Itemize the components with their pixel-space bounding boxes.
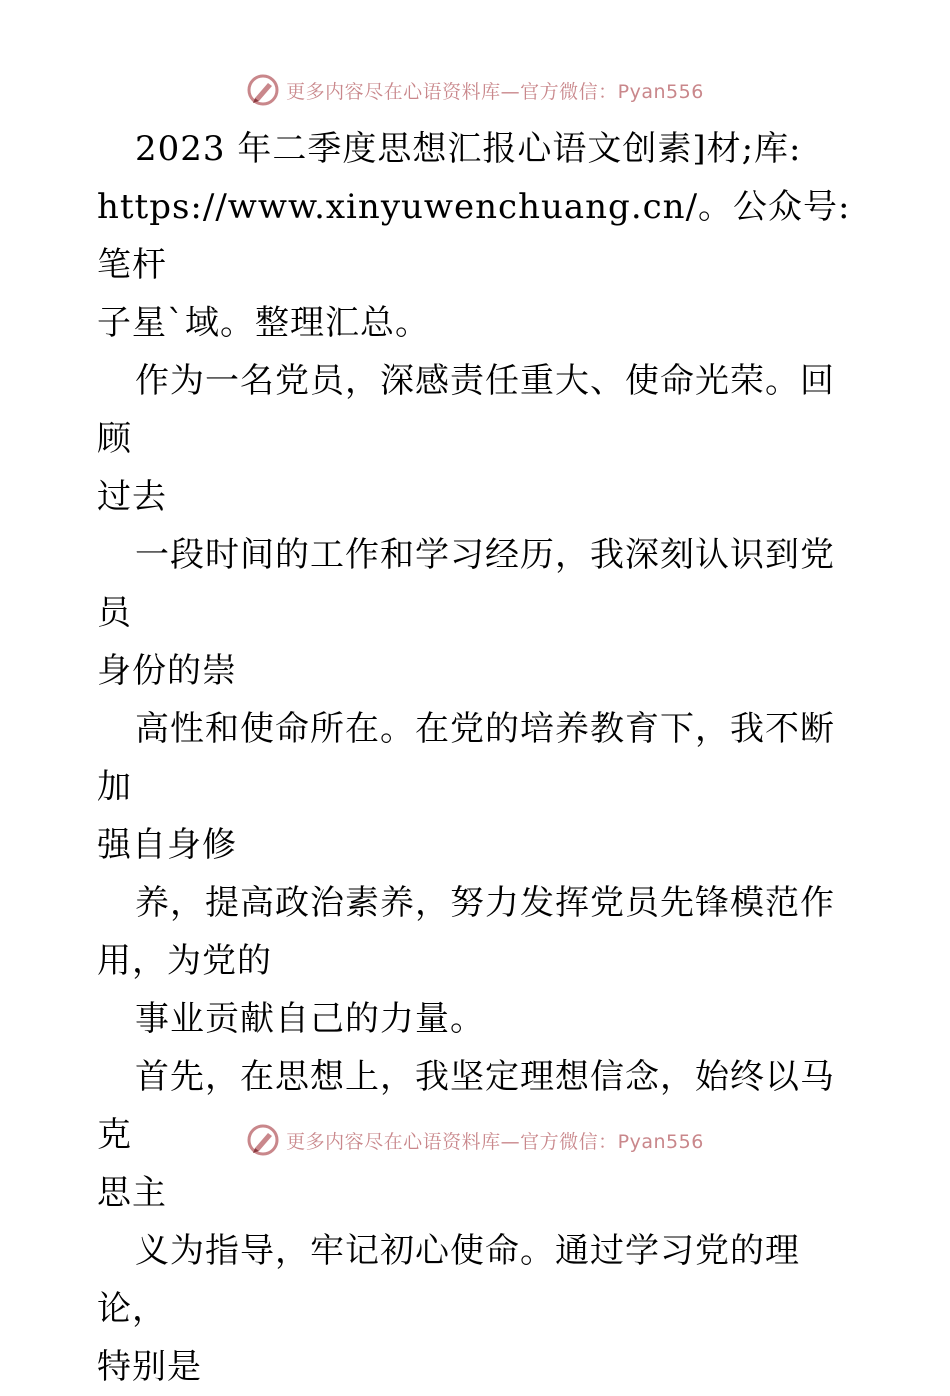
paragraph-2: 作为一名党员，深感责任重大、使命光荣。回顾 过去 xyxy=(97,361,835,517)
paragraph-1: 2023 年二季度思想汇报心语文创素]材;库: https://www.xinyuwenchuang.cn/。公众号: 笔杆 子星`域。整理汇总。 xyxy=(97,129,851,343)
pen-logo-icon xyxy=(246,1123,280,1157)
header-watermark-banner xyxy=(0,70,950,110)
paragraph-5: 养，提高政治素养，努力发挥党员先锋模范作 用，为党的 xyxy=(97,883,835,981)
footer-watermark-banner xyxy=(0,1120,950,1160)
footer-watermark-text: 更多内容尽在心语资料库—官方微信：Pyan556 xyxy=(286,1130,704,1153)
pen-logo-icon xyxy=(246,73,280,107)
paragraph-3: 一段时间的工作和学习经历，我深刻认识到党员 身份的崇 xyxy=(97,535,835,691)
document-body xyxy=(97,120,867,1396)
paragraph-7: 首先，在思想上，我坚定理想信念，始终以马克 思主 xyxy=(97,1057,835,1213)
paragraph-4: 高性和使命所在。在党的培养教育下，我不断加 强自身修 xyxy=(97,709,835,865)
paragraph-8: 义为指导，牢记初心使命。通过学习党的理论， 特别是 xyxy=(97,1231,800,1387)
paragraph-6: 事业贡献自己的力量。 xyxy=(135,999,485,1039)
header-watermark-text: 更多内容尽在心语资料库—官方微信：Pyan556 xyxy=(286,80,704,103)
